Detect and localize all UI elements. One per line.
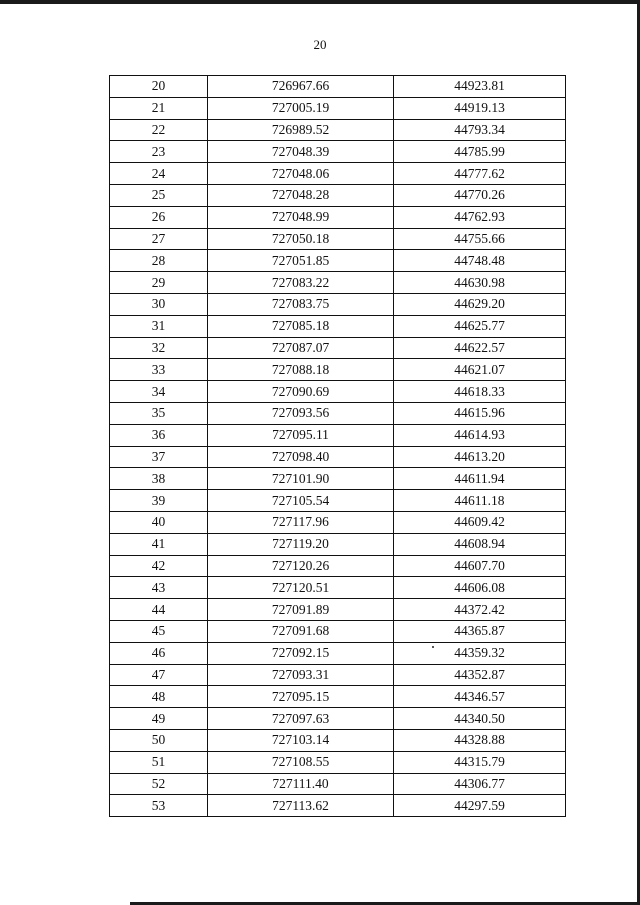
table-row (110, 729, 566, 751)
table-row (110, 664, 566, 686)
x-coordinate-cell: 727048.99 (208, 206, 394, 228)
point-number-cell: 22 (110, 119, 208, 141)
x-coordinate-cell: 727091.68 (208, 620, 394, 642)
x-coordinate-cell: 727051.85 (208, 250, 394, 272)
x-coordinate-cell: 727120.26 (208, 555, 394, 577)
scan-edge-top (0, 0, 640, 4)
table-row (110, 402, 566, 424)
point-number-cell: 45 (110, 620, 208, 642)
table-row (110, 708, 566, 730)
table-row (110, 577, 566, 599)
x-coordinate-cell: 726967.66 (208, 76, 394, 98)
y-coordinate-cell: 44611.94 (394, 468, 566, 490)
table-row (110, 446, 566, 468)
table-row (110, 511, 566, 533)
y-coordinate-cell: 44762.93 (394, 206, 566, 228)
point-number-cell: 26 (110, 206, 208, 228)
y-coordinate-cell: 44365.87 (394, 620, 566, 642)
point-number-cell: 33 (110, 359, 208, 381)
point-number-cell: 44 (110, 599, 208, 621)
y-coordinate-cell: 44340.50 (394, 708, 566, 730)
x-coordinate-cell: 727048.06 (208, 163, 394, 185)
x-coordinate-cell: 727097.63 (208, 708, 394, 730)
table-row (110, 119, 566, 141)
y-coordinate-cell: 44618.33 (394, 381, 566, 403)
point-number-cell: 28 (110, 250, 208, 272)
point-number-cell: 42 (110, 555, 208, 577)
y-coordinate-cell: 44608.94 (394, 533, 566, 555)
point-number-cell: 47 (110, 664, 208, 686)
y-coordinate-cell: 44629.20 (394, 293, 566, 315)
table-row (110, 424, 566, 446)
point-number-cell: 20 (110, 76, 208, 98)
y-coordinate-cell: 44613.20 (394, 446, 566, 468)
point-number-cell: 50 (110, 729, 208, 751)
table-row (110, 293, 566, 315)
y-coordinate-cell: 44606.08 (394, 577, 566, 599)
table-row (110, 359, 566, 381)
point-number-cell: 21 (110, 97, 208, 119)
point-number-cell: 43 (110, 577, 208, 599)
page-number: 20 (313, 37, 327, 52)
y-coordinate-cell: 44359.32 (394, 642, 566, 664)
y-coordinate-cell: 44372.42 (394, 599, 566, 621)
x-coordinate-cell: 727105.54 (208, 490, 394, 512)
point-number-cell: 46 (110, 642, 208, 664)
point-number-cell: 32 (110, 337, 208, 359)
coordinates-table-body (110, 76, 566, 817)
x-coordinate-cell: 727101.90 (208, 468, 394, 490)
x-coordinate-cell: 727083.22 (208, 272, 394, 294)
y-coordinate-cell: 44625.77 (394, 315, 566, 337)
point-number-cell: 37 (110, 446, 208, 468)
y-coordinate-cell: 44346.57 (394, 686, 566, 708)
y-coordinate-cell: 44785.99 (394, 141, 566, 163)
point-number-cell: 48 (110, 686, 208, 708)
table-row (110, 315, 566, 337)
table-row (110, 381, 566, 403)
y-coordinate-cell: 44611.18 (394, 490, 566, 512)
x-coordinate-cell: 727103.14 (208, 729, 394, 751)
y-coordinate-cell: 44609.42 (394, 511, 566, 533)
y-coordinate-cell: 44748.48 (394, 250, 566, 272)
table-row (110, 533, 566, 555)
x-coordinate-cell: 727048.39 (208, 141, 394, 163)
y-coordinate-cell: 44615.96 (394, 402, 566, 424)
x-coordinate-cell: 727005.19 (208, 97, 394, 119)
table-row (110, 206, 566, 228)
y-coordinate-cell: 44607.70 (394, 555, 566, 577)
table-row (110, 272, 566, 294)
point-number-cell: 23 (110, 141, 208, 163)
table-row (110, 773, 566, 795)
x-coordinate-cell: 727083.75 (208, 293, 394, 315)
point-number-cell: 51 (110, 751, 208, 773)
point-number-cell: 31 (110, 315, 208, 337)
x-coordinate-cell: 727090.69 (208, 381, 394, 403)
table-row (110, 642, 566, 664)
table-row (110, 468, 566, 490)
point-number-cell: 40 (110, 511, 208, 533)
table-row (110, 97, 566, 119)
x-coordinate-cell: 727085.18 (208, 315, 394, 337)
y-coordinate-cell: 44315.79 (394, 751, 566, 773)
scan-speck (432, 646, 434, 648)
y-coordinate-cell: 44622.57 (394, 337, 566, 359)
y-coordinate-cell: 44777.62 (394, 163, 566, 185)
point-number-cell: 39 (110, 490, 208, 512)
x-coordinate-cell: 727091.89 (208, 599, 394, 621)
table-row (110, 184, 566, 206)
table-row (110, 250, 566, 272)
table-row (110, 751, 566, 773)
x-coordinate-cell: 727093.56 (208, 402, 394, 424)
point-number-cell: 27 (110, 228, 208, 250)
point-number-cell: 35 (110, 402, 208, 424)
y-coordinate-cell: 44352.87 (394, 664, 566, 686)
table-row (110, 337, 566, 359)
y-coordinate-cell: 44919.13 (394, 97, 566, 119)
point-number-cell: 34 (110, 381, 208, 403)
y-coordinate-cell: 44328.88 (394, 729, 566, 751)
x-coordinate-cell: 727095.15 (208, 686, 394, 708)
point-number-cell: 49 (110, 708, 208, 730)
y-coordinate-cell: 44755.66 (394, 228, 566, 250)
point-number-cell: 36 (110, 424, 208, 446)
x-coordinate-cell: 727050.18 (208, 228, 394, 250)
y-coordinate-cell: 44297.59 (394, 795, 566, 817)
y-coordinate-cell: 44621.07 (394, 359, 566, 381)
x-coordinate-cell: 727092.15 (208, 642, 394, 664)
table-row (110, 163, 566, 185)
x-coordinate-cell: 727108.55 (208, 751, 394, 773)
table-row (110, 795, 566, 817)
point-number-cell: 25 (110, 184, 208, 206)
x-coordinate-cell: 726989.52 (208, 119, 394, 141)
table-row (110, 620, 566, 642)
x-coordinate-cell: 727120.51 (208, 577, 394, 599)
point-number-cell: 38 (110, 468, 208, 490)
y-coordinate-cell: 44770.26 (394, 184, 566, 206)
table-row (110, 490, 566, 512)
x-coordinate-cell: 727088.18 (208, 359, 394, 381)
point-number-cell: 24 (110, 163, 208, 185)
x-coordinate-cell: 727048.28 (208, 184, 394, 206)
x-coordinate-cell: 727098.40 (208, 446, 394, 468)
table-row (110, 141, 566, 163)
y-coordinate-cell: 44630.98 (394, 272, 566, 294)
point-number-cell: 52 (110, 773, 208, 795)
x-coordinate-cell: 727095.11 (208, 424, 394, 446)
point-number-cell: 53 (110, 795, 208, 817)
point-number-cell: 41 (110, 533, 208, 555)
x-coordinate-cell: 727117.96 (208, 511, 394, 533)
point-number-cell: 29 (110, 272, 208, 294)
coordinates-table (109, 75, 566, 817)
x-coordinate-cell: 727093.31 (208, 664, 394, 686)
point-number-cell: 30 (110, 293, 208, 315)
x-coordinate-cell: 727119.20 (208, 533, 394, 555)
x-coordinate-cell: 727111.40 (208, 773, 394, 795)
table-row (110, 228, 566, 250)
table-row (110, 686, 566, 708)
table-row (110, 76, 566, 98)
y-coordinate-cell: 44306.77 (394, 773, 566, 795)
y-coordinate-cell: 44793.34 (394, 119, 566, 141)
y-coordinate-cell: 44614.93 (394, 424, 566, 446)
table-row (110, 555, 566, 577)
y-coordinate-cell: 44923.81 (394, 76, 566, 98)
table-row (110, 599, 566, 621)
x-coordinate-cell: 727113.62 (208, 795, 394, 817)
x-coordinate-cell: 727087.07 (208, 337, 394, 359)
